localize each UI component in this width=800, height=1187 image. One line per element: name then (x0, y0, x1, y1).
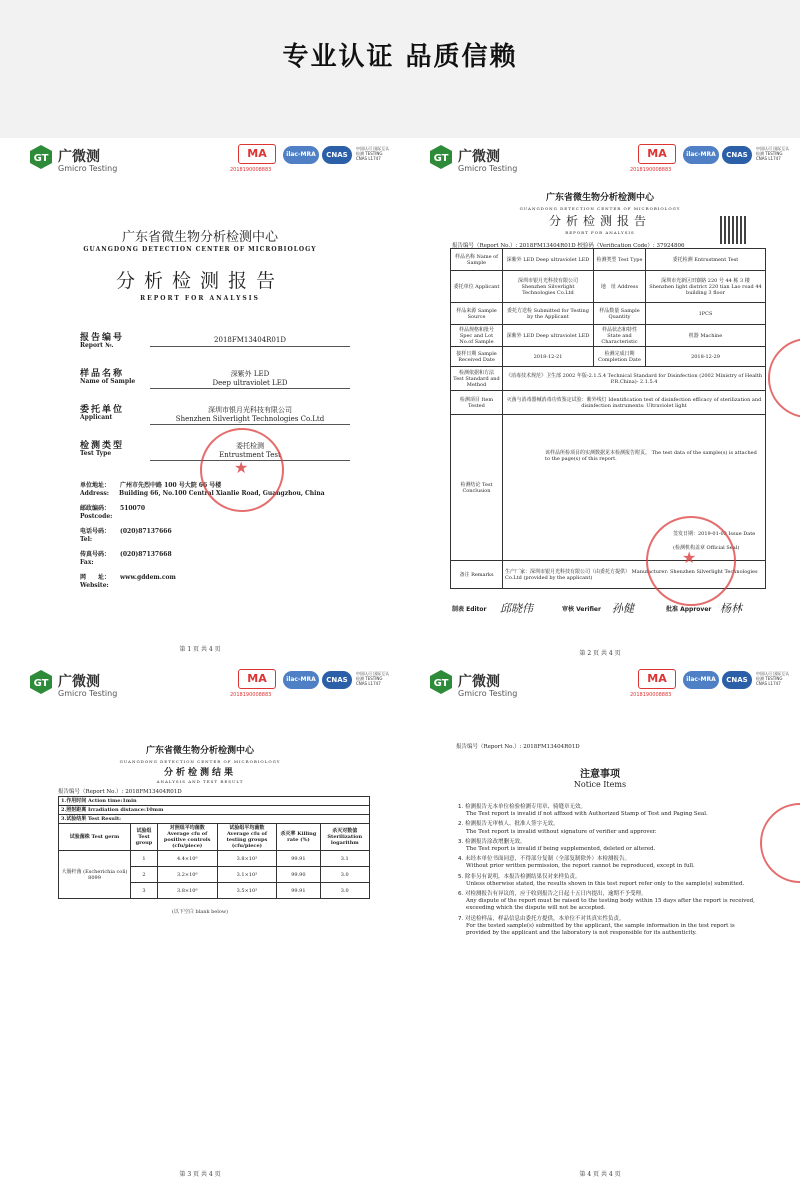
table-row: 备注 Remarks 生产厂家：深圳市银月光科技有限公司（由委托方提供） Manufacturer: Shenzhen Silverlight Technologies Co.Ltd (provided by the applicant) (451, 561, 766, 589)
table-row: 检测依据和方法 Test Standard and Method 《消毒技术规范》卫生部 2002 年版-2.1.5.4 Technical Standard for Disinfection (2002 Ministry of Health P.R.China)- 2.1.5.4 (451, 367, 766, 391)
table-row: 检测结论 Test Conclusion 该样品所检项目的实测数据见本检测报告附页。 The test data of the sample(s) is attached to the page(s) of this report. 签发日期：2019-01-03 Issue Date (检测机构盖章 Official Seal) (451, 415, 766, 561)
field-label: 检测类型 (80, 441, 125, 451)
contact-address-en: Address: Building 66, No.100 Central Xianlie Road, Guangzhou, China (80, 490, 325, 497)
logo-en: Gmicro Testing (458, 164, 518, 173)
list-item: 3. 检测报告涂改增删无效。 The Test report is invalid if being supplemented, deleted or altered. (458, 838, 656, 853)
ma-number: 2018190008883 (230, 692, 272, 698)
contact-postcode: 邮政编码： 510070 (80, 505, 146, 512)
page-footer: 第 2 页 共 4 页 (579, 650, 621, 657)
paging-seal (768, 338, 800, 418)
field-label-en: Applicant (80, 414, 113, 421)
contact-address: 单位地址： 广州市先烈中路 100 号大院 66 号楼 (80, 482, 222, 489)
ilac-badge: ilac-MRA (283, 146, 319, 164)
ma-number: 2018190008883 (230, 167, 272, 173)
field-value: 委托检测 (236, 442, 264, 450)
report-title: 分析检测报告 (548, 214, 651, 228)
field-label-en: Test Type (80, 450, 112, 457)
list-item: 5. 除非另有说明，本报告检测结果仅对来样负责。 Unless otherwise stated, the results shown in this test report refer only to the sample(s) submitted. (458, 873, 745, 887)
cnas-text: 中国认可 国际互认 检测 TESTING CNAS L1747 (356, 671, 390, 686)
page-header (428, 669, 788, 709)
contact-tel: 电话号码： (020)87137666 (80, 528, 172, 535)
table-row: 大肠杆菌 (Escherichia coli) 8099 1 4.4×10⁶ 3.8×10³ 99.91 3.1 (59, 851, 370, 867)
ma-badge: MA (238, 669, 276, 689)
logo-cn: 广微测 (58, 674, 100, 690)
approver-label: 批准 Approver (666, 606, 712, 613)
contact-website-en: Website: (80, 582, 109, 589)
page-header (428, 144, 788, 184)
table-row: 1.作用时间 Action time:1min (59, 797, 370, 806)
contact-tel-en: Tel: (80, 536, 93, 543)
table-row: 委托单位 Applicant 深圳市银月光科技有限公司 Shenzhen Silverlight Technologies Co.Ltd 地 址 Address 深圳市光新区田寮路 220 号 44 栋 3 楼 Shenzhen light district 220 tian Lao road 44 building 3 floor (451, 271, 766, 303)
cnas-badge: CNAS (722, 146, 752, 164)
gmicro-logo-icon (428, 669, 454, 695)
field-label: 报告编号 (80, 333, 125, 343)
field-value: 深紫外 LED (230, 370, 270, 378)
report-number: 报告编号（Report No.）: 2018FM13404R01D (456, 744, 580, 750)
editor-label: 制表 Editor (452, 606, 487, 613)
ma-badge: MA (638, 669, 676, 689)
report-number: 报告编号（Report No.）: 2018FM13404R01D 校验码（Verification Code）: 37924806 (452, 243, 685, 249)
ilac-badge: ilac-MRA (683, 671, 719, 689)
contact-postcode-en: Postcode: (80, 513, 113, 520)
report-page-3 (0, 663, 400, 1187)
table-row: 样品名称 Name of Sample 深紫外 LED Deep ultraviolet LED 检测类型 Test Type 委托检测 Entrustment Test (451, 249, 766, 271)
qr-code-icon (720, 216, 748, 244)
contact-fax: 传真号码： (020)87137668 (80, 551, 172, 558)
field-label-en: Name of Sample (80, 378, 136, 385)
verifier-signature: 孙健 (612, 602, 634, 615)
field-value-en: Deep ultraviolet LED (212, 379, 288, 387)
cnas-badge: CNAS (722, 671, 752, 689)
svg-text:GT: GT (433, 678, 449, 689)
logo-cn: 广微测 (458, 149, 500, 165)
report-page-2 (400, 138, 800, 663)
org-name: 广东省微生物分析检测中心 (145, 746, 254, 756)
banner-title: 专业认证 品质信赖 (282, 42, 518, 72)
table-row: 样品来源 Sample Source 委托方送检 Submitted for Testing by the Applicant 样品数量 Sample Quantity 1PCS (451, 303, 766, 325)
gmicro-logo-icon (428, 144, 454, 170)
logo-en: Gmicro Testing (58, 164, 118, 173)
page-footer: 第 4 页 共 4 页 (579, 1171, 621, 1178)
cnas-text: 中国认可 国际互认 检测 TESTING CNAS L1747 (756, 671, 790, 686)
page-footer: 第 3 页 共 4 页 (179, 1171, 221, 1178)
seal-caption: (检测机构盖章 Official Seal) (673, 545, 740, 551)
report-page-4 (400, 663, 800, 1187)
report-number: 报告编号（Report No.）: 2018FM13404R01D (58, 789, 182, 795)
field-label: 委托单位 (80, 405, 125, 415)
ilac-badge: ilac-MRA (683, 146, 719, 164)
svg-text:GT: GT (33, 153, 49, 164)
table-row: 3 3.8×10⁶ 3.5×10³ 99.91 3.0 (59, 883, 370, 899)
org-name: 广东省微生物分析检测中心 (121, 230, 278, 245)
logo-en: Gmicro Testing (458, 689, 518, 698)
table-row: 2.照射距离 Irradiation distance:10mm (59, 806, 370, 815)
page-header (28, 669, 388, 709)
field-label: 样品名称 (80, 369, 125, 379)
conclusion-text: 该样品所检项目的实测数据见本检测报告附页。 The test data of the sample(s) is attached to the page(s) of this report. (545, 450, 757, 462)
field-value-en: Entrustment Test (219, 451, 281, 459)
table-row: 3.试验结果 Test Result: (59, 815, 370, 824)
list-item: 7. 对送检样品，样品信息由委托方提供，本单位不对其真实性负责。 For the tested sample(s) submitted by the applicant, the sample information in the test report is provided by the applicant and the laboratory is not responsible for its authenticity. (458, 915, 735, 937)
table-row: 接样日期 Sample Received Date 2018-12-21 检测完成日期 Completion Date 2018-12-29 (451, 347, 766, 367)
blank-below-note: (以下空白 blank below) (171, 909, 229, 915)
svg-text:GT: GT (433, 153, 449, 164)
org-name-en: GUANGDONG DETECTION CENTER OF MICROBIOLOGY (519, 206, 681, 211)
page-footer: 第 1 页 共 4 页 (179, 646, 221, 653)
notice-list (458, 804, 758, 940)
list-item: 4. 未经本单位书面同意，不得部分复制（全部复制除外）本检测报告。 Without prior written permission, the report cannot be reproduced, except in full. (458, 856, 695, 870)
paging-seal (760, 803, 800, 883)
cnas-badge: CNAS (322, 671, 352, 689)
page-header (28, 144, 388, 184)
ma-number: 2018190008883 (630, 692, 672, 698)
ma-badge: MA (638, 144, 676, 164)
field-label-en: Report №. (80, 342, 114, 349)
report-title-en: REPORT FOR ANALYSIS (140, 295, 260, 302)
contact-website: 网 址： www.gddem.com (80, 574, 176, 581)
verifier-label: 审核 Verifier (562, 606, 601, 613)
ma-badge: MA (238, 144, 276, 164)
test-result-table (58, 796, 370, 899)
editor-signature: 邱晓伟 (500, 602, 533, 615)
logo-cn: 广微测 (458, 674, 500, 690)
result-title-en: ANALYSIS AND TEST RESULT (156, 779, 244, 784)
table-row: 样品规格和批号 Spec and Lot No.of Sample 深紫外 LED Deep ultraviolet LED 样品状态和特性 State and Characteristic 机器 Machine (451, 325, 766, 347)
report-title-en: REPORT FOR ANALYSIS (565, 230, 635, 235)
field-value-en: Shenzhen Silverlight Technologies Co.Ltd (175, 415, 325, 423)
ma-number: 2018190008883 (630, 167, 672, 173)
report-title: 分析检测报告 (115, 270, 284, 292)
table-row: 检测项目 Item Tested 灭菌与消毒器械消毒功效鉴定试验：紫外线灯 Identification test of disinfection efficacy of sterilization and disinfection instruments: Ultraviolet light (451, 391, 766, 415)
svg-text:GT: GT (33, 678, 49, 689)
official-seal: ★ (646, 516, 736, 606)
field-value: 2018FM13404R01D (214, 336, 286, 344)
notice-title-en: Notice Items (573, 780, 627, 789)
report-page-1 (0, 138, 400, 663)
official-seal: ★ (200, 428, 284, 512)
list-item: 1. 检测报告无本单位检验检测专用章、骑缝章无效。 The Test report is invalid if not affixed with Authorized Stamp of Test and Paging Seal. (458, 804, 708, 818)
org-name-en: GUANGDONG DETECTION CENTER OF MICROBIOLOGY (119, 759, 281, 764)
table-row: 2 3.2×10⁶ 3.1×10³ 99.90 3.0 (59, 867, 370, 883)
field-value: 深圳市银月光科技有限公司 (208, 406, 292, 414)
logo-cn: 广微测 (58, 149, 100, 165)
list-item: 2. 检测报告无审核人、批准人签字无效。 The Test report is invalid without signature of verifier and approver. (458, 821, 657, 835)
table-header-row: 试验菌株 Test germ 试验组 Test group 对照组平均菌数 Average cfu of positive controls (cfu/piece) 试验组平均菌数 Average cfu of testing groups (cfu/piece) 杀灭率 Killing rate (%) 杀灭对数值 Sterilization logarithm (59, 824, 370, 851)
result-title: 分析检测结果 (163, 768, 236, 778)
cnas-badge: CNAS (322, 146, 352, 164)
cnas-text: 中国认可 国际互认 检测 TESTING CNAS L1747 (356, 146, 390, 161)
org-name-en: GUANGDONG DETECTION CENTER OF MICROBIOLOGY (83, 246, 317, 253)
ilac-badge: ilac-MRA (283, 671, 319, 689)
gmicro-logo-icon (28, 144, 54, 170)
cnas-text: 中国认可 国际互认 检测 TESTING CNAS L1747 (756, 146, 790, 161)
logo-en: Gmicro Testing (58, 689, 118, 698)
notice-title: 注意事项 (580, 769, 620, 780)
org-name: 广东省微生物分析检测中心 (545, 193, 654, 203)
approver-signature: 杨林 (720, 602, 742, 615)
banner (0, 0, 800, 138)
gmicro-logo-icon (28, 669, 54, 695)
contact-fax-en: Fax: (80, 559, 94, 566)
list-item: 6. 对检测报告有异议的，应于收到报告之日起十五日内提出，逾期不予受理。 Any dispute of the report must be raised to the testing body within 15 days after the report is received, exceeding which the dispute will not be accepted. (458, 891, 755, 912)
issue-date: 签发日期：2019-01-03 Issue Date (673, 531, 756, 537)
